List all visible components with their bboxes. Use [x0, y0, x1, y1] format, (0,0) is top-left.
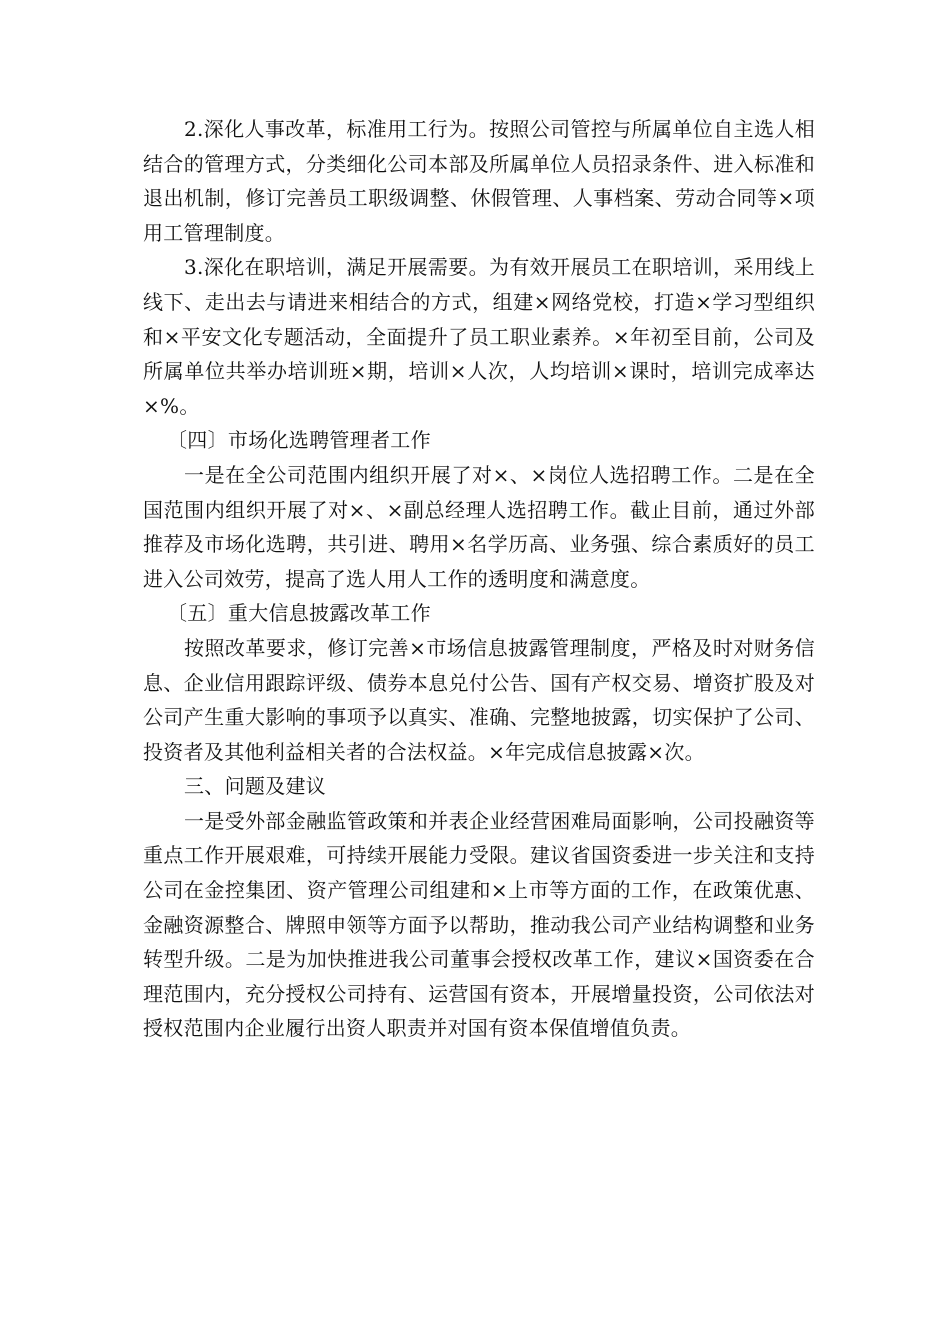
paragraph-personnel-reform: 2.深化人事改革，标准用工行为。按照公司管控与所属单位自主选人相结合的管理方式，分类细化公司本部及所属单位人员招录条件、进入标准和退出机制，修订完善员工职级调整、休假管理、人事档案、劳动合同等×项用工管理制度。 [143, 117, 815, 245]
section-heading-5: 〔五〕重大信息披露改革工作 [167, 601, 431, 626]
paragraph-disclosure-reform: 按照改革要求，修订完善×市场信息披露管理制度，严格及时对财务信息、企业信用跟踪评级、债券本息兑付公告、国有产权交易、增资扩股及对公司产生重大影响的事项予以真实、准确、完整地披露，切实保护了公司、投资者及其他利益相关者的合法权益。×年完成信息披露×次。 [143, 635, 815, 764]
document-body [143, 112, 815, 1046]
paragraph-job-training: 3.深化在职培训，满足开展需要。为有效开展员工在职培训，采用线上线下、走出去与请进来相结合的方式，组建×网络党校，打造×学习型组织和×平安文化专题活动，全面提升了员工职业素养。×年初至目前，公司及所属单位共举办培训班×期，培训×人次，人均培训×课时，培训完成率达×%。 [143, 255, 815, 418]
section-heading-4: 〔四〕市场化选聘管理者工作 [167, 428, 431, 453]
section-heading-3: 三、问题及建议 [184, 774, 327, 799]
paragraph-problems-suggestions: 一是受外部金融监管政策和并表企业经营困难局面影响，公司投融资等重点工作开展艰难，可持续开展能力受限。建议省国资委进一步关注和支持公司在金控集团、资产管理公司组建和×上市等方面的工作，在政策优惠、金融资源整合、牌照申领等方面予以帮助，推动我公司产业结构调整和业务转型升级。二是为加快推进我公司董事会授权改革工作，建议×国资委在合理范围内，充分授权公司持有、运营国有资本，开展增量投资，公司依法对授权范围内企业履行出资人职责并对国有资本保值增值负责。 [143, 808, 815, 1041]
paragraph-market-selection: 一是在全公司范围内组织开展了对×、×岗位人选招聘工作。二是在全国范围内组织开展了对×、×副总经理人选招聘工作。截止目前，通过外部推荐及市场化选聘，共引进、聘用×名学历高、业务强、综合素质好的员工进入公司效劳，提高了选人用人工作的透明度和满意度。 [143, 462, 815, 591]
